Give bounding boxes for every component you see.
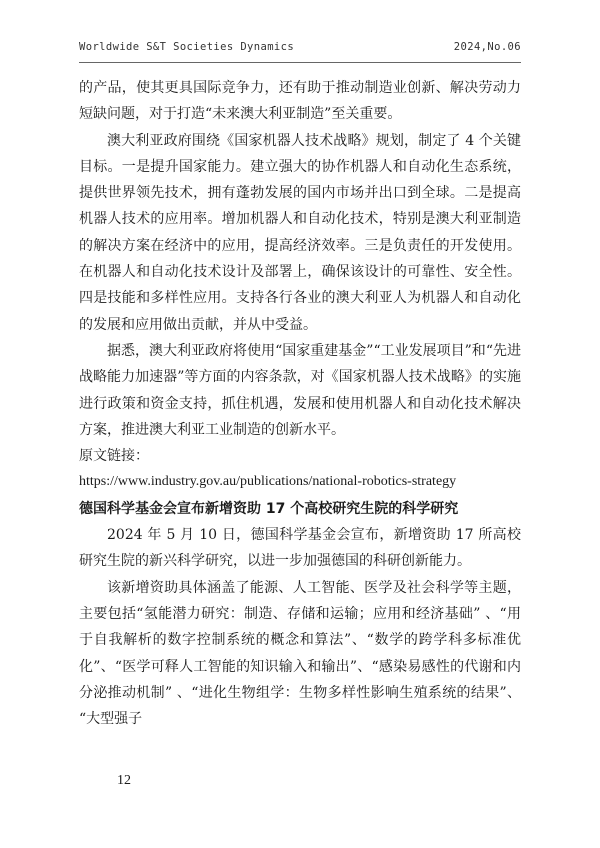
issue-number: 2024,No.06 bbox=[453, 41, 521, 53]
article-body bbox=[79, 75, 521, 732]
source-link[interactable]: https://www.industry.gov.au/publications/national-robotics-strategy bbox=[79, 474, 457, 490]
paragraph-strategy-goals: 澳大利亚政府围绕《国家机器人技术战略》规划，制定了 4 个关键目标。一是提升国家能力。建立强大的协作机器人和自动化生态系统，提供世界领先技术，拥有蓬勃发展的国内市场并出口到全球。二是提高机器人技术的应用率。增加机器人和自动化技术，特别是澳大利亚制造的解决方案在经济中的应用，提高经济效率。三是负责任的开发使用。在机器人和自动化技术设计及部署上，确保该设计的可靠性、安全性。四是技能和多样性应用。支持各行各业的澳大利亚人为机器人和自动化的发展和应用做出贡献，并从中受益。 bbox=[79, 132, 521, 333]
paragraph-continuation: 的产品，使其更具国际竞争力，还有助于推动制造业创新、解决劳动力短缺问题，对于打造“未来澳大利亚制造”至关重要。 bbox=[79, 80, 521, 123]
paragraph-funding-topics: 该新增资助具体涵盖了能源、人工智能、医学及社会科学等主题，主要包括“氢能潜力研究：制造、存储和运输；应用和经济基础” 、“用于自我解析的数字控制系统的概念和算法”、“数学的跨学科多标准优化”、“医学可释人工智能的知识输入和输出”、“感染易感性的代谢和内分泌推动机制” 、“进化生物组学：生物多样性影响生殖系统的结果”、 “大型强子 bbox=[79, 579, 521, 728]
source-label: 原文链接： bbox=[79, 448, 149, 465]
running-header bbox=[79, 41, 521, 53]
header-rule bbox=[79, 62, 521, 63]
page-number: 12 bbox=[117, 773, 131, 788]
paragraph-dfg-announcement: 2024 年 5 月 10 日，德国科学基金会宣布，新增资助 17 所高校研究生院的新兴科学研究，以进一步加强德国的科研创新能力。 bbox=[79, 527, 521, 570]
paragraph-policy-support: 据悉，澳大利亚政府将使用“国家重建基金”“工业发展项目”和“先进战略能力加速器”等方面的内容条款，对《国家机器人技术战略》的实施进行政策和资金支持，抓住机遇，发展和使用机器人和自动化技术解决方案，推进澳大利亚工业制造的创新水平。 bbox=[79, 342, 521, 438]
journal-title: Worldwide S&T Societies Dynamics bbox=[79, 41, 295, 53]
section-heading: 德国科学基金会宣布新增资助 17 个高校研究生院的科学研究 bbox=[79, 500, 459, 517]
